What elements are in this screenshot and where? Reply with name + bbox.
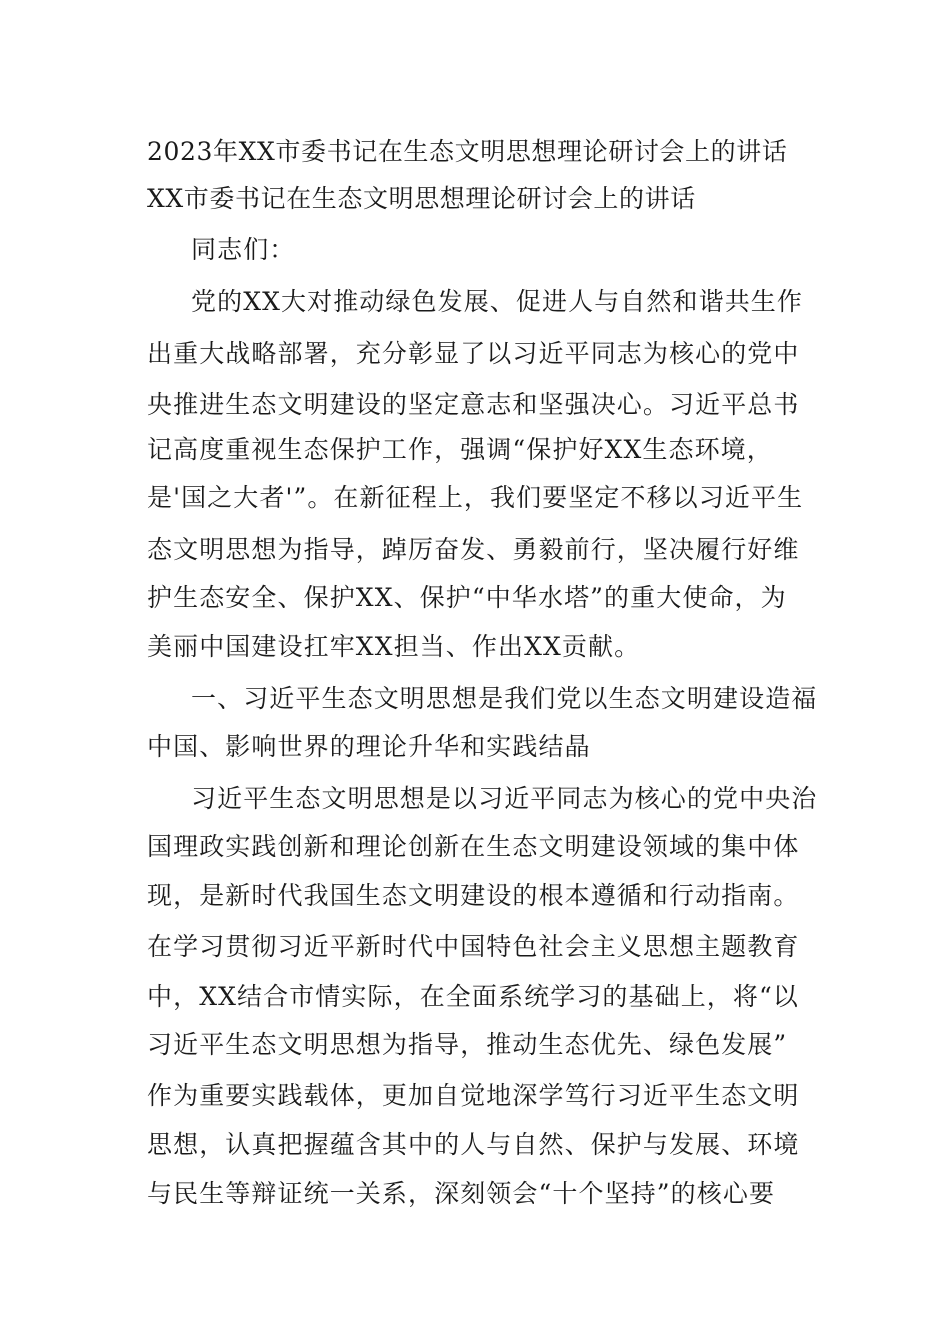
paragraph-1-line: 出重大战略部署，充分彰显了以习近平同志为核心的党中 <box>147 339 800 368</box>
paragraph-2-line: 国理政实践创新和理论创新在生态文明建设领域的集中体 <box>147 832 800 861</box>
paragraph-2-line: 作为重要实践载体，更加自觉地深学笃行习近平生态文明 <box>147 1081 800 1110</box>
paragraph-2-line: 在学习贯彻习近平新时代中国特色社会主义思想主题教育 <box>147 932 800 961</box>
paragraph-2-line: 习近平生态文明思想为指导，推动生态优先、绿色发展” <box>147 1030 788 1059</box>
document-title-line-1: 2023年XX市委书记在生态文明思想理论研讨会上的讲话 <box>147 137 788 166</box>
paragraph-1-line: 态文明思想为指导，踔厉奋发、勇毅前行，坚决履行好维 <box>147 535 800 564</box>
paragraph-1-line: 美丽中国建设扛牢XX担当、作出XX贡献。 <box>147 632 641 661</box>
paragraph-1-line: 央推进生态文明建设的坚定意志和坚强决心。习近平总书 <box>147 390 800 419</box>
paragraph-1-line: 党的XX大对推动绿色发展、促进人与自然和谐共生作 <box>191 287 803 316</box>
salutation: 同志们： <box>191 235 296 264</box>
paragraph-1-line: 记高度重视生态保护工作，强调“保护好XX生态环境， <box>147 435 773 464</box>
paragraph-2-line: 习近平生态文明思想是以习近平同志为核心的党中央治 <box>191 784 818 813</box>
section-heading-1-line: 中国、影响世界的理论升华和实践结晶 <box>147 732 591 761</box>
section-heading-1-line: 一、习近平生态文明思想是我们党以生态文明建设造福 <box>191 684 818 713</box>
document-title-line-2: XX市委书记在生态文明思想理论研讨会上的讲话 <box>147 184 696 213</box>
paragraph-2-line: 与民生等辩证统一关系，深刻领会“十个坚持”的核心要 <box>147 1179 776 1208</box>
paragraph-1-line: 是'国之大者'”。在新征程上，我们要坚定不移以习近平生 <box>147 483 804 512</box>
paragraph-2-line: 中，XX结合市情实际，在全面系统学习的基础上，将“以 <box>147 982 799 1011</box>
paragraph-1-line: 护生态安全、保护XX、保护“中华水塔”的重大使命，为 <box>147 583 787 612</box>
paragraph-2-line: 思想，认真把握蕴含其中的人与自然、保护与发展、环境 <box>147 1130 800 1159</box>
paragraph-2-line: 现，是新时代我国生态文明建设的根本遵循和行动指南。 <box>147 881 800 910</box>
